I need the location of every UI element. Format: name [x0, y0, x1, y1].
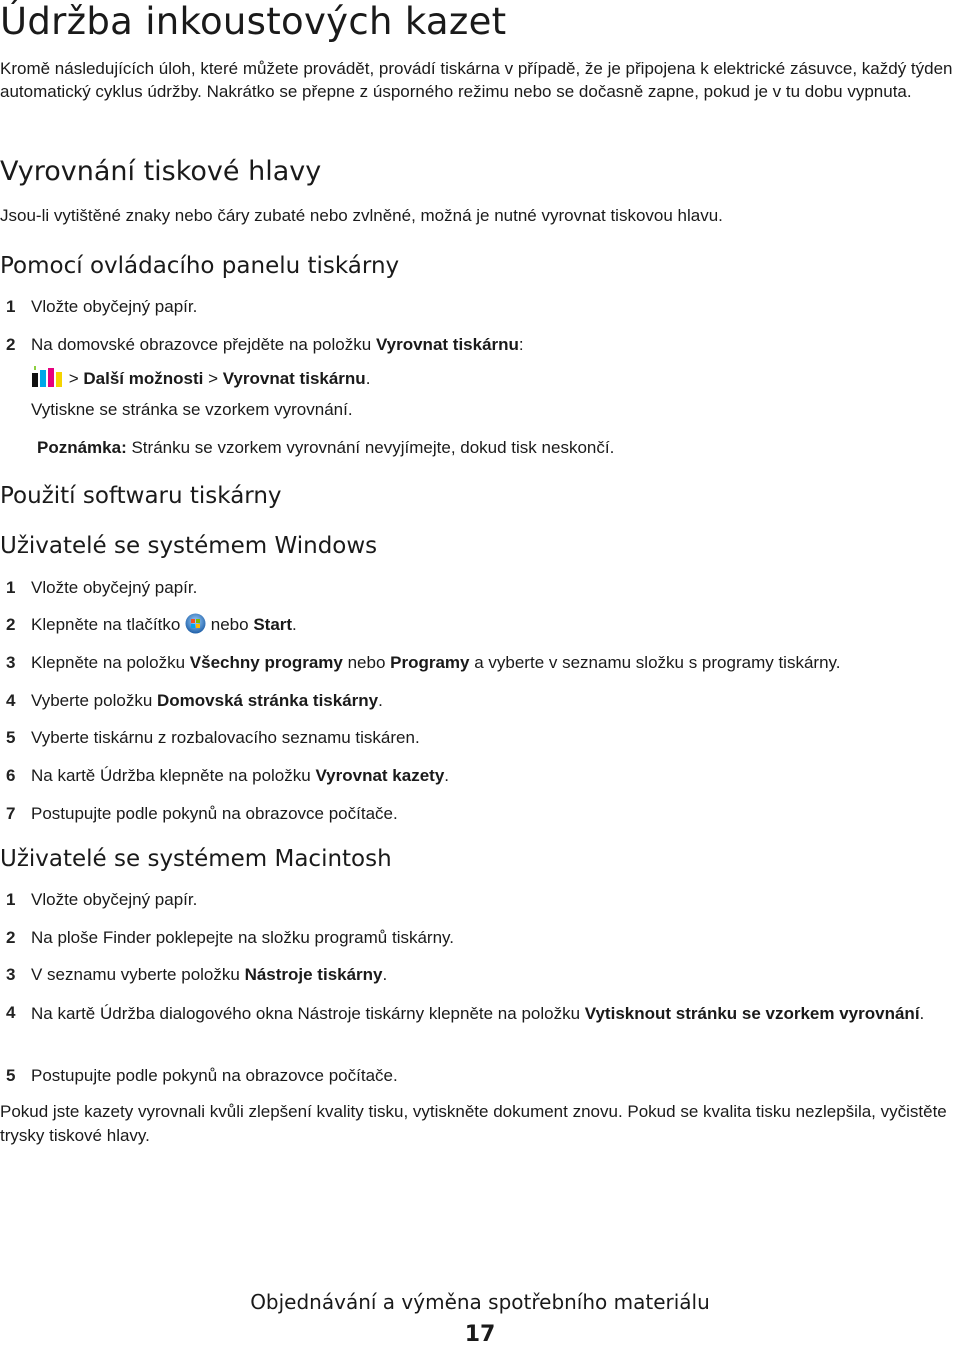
step-text: Na kartě Údržba klepněte na položku Vyrovnat kazety.	[31, 766, 450, 785]
step-number: 1	[6, 297, 16, 316]
section-heading-align: Vyrovnání tiskové hlavy	[0, 156, 322, 187]
align-description: Jsou-li vytištěné znaky nebo čáry zubaté nebo zvlněné, možná je nutné vyrovnat tiskovou hlavu.	[0, 206, 723, 225]
page-title: Údržba inkoustových kazet	[0, 0, 507, 43]
step-number: 2	[6, 615, 16, 634]
closing-paragraph: Pokud jste kazety vyrovnali kvůli zlepšení kvality tisku, vytiskněte dokument znovu. Pokud se kvalita tisku nezlepšila, vyčistěte trysky tiskové hlavy.	[0, 1102, 947, 1145]
more-options-label: Další možnosti	[83, 369, 204, 388]
step-text: Na kartě Údržba dialogového okna Nástroje tiskárny klepněte na položku Vytisknout stránku se vzorkem vyrovnání.	[31, 1004, 925, 1023]
align-printer-label: Vyrovnat tiskárnu	[375, 335, 519, 354]
step-number: 2	[6, 928, 16, 947]
list-item	[0, 802, 958, 825]
list-item	[0, 888, 958, 911]
page-number: 17	[464, 1322, 496, 1347]
list-item	[0, 926, 958, 949]
step-text: Vložte obyčejný papír.	[31, 297, 198, 316]
list-item	[0, 764, 958, 787]
note-label: Poznámka:	[37, 438, 127, 457]
list-item	[0, 333, 958, 356]
step-number: 1	[6, 890, 16, 909]
list-item	[0, 651, 958, 674]
ink-cartridges-icon	[31, 366, 64, 394]
list-item	[0, 613, 958, 636]
step-text: V seznamu vyberte položku Nástroje tiskárny.	[31, 965, 388, 984]
list-item	[0, 689, 958, 712]
step-text: Na domovské obrazovce přejděte na položku Vyrovnat tiskárnu:	[31, 335, 524, 354]
step-number: 3	[6, 653, 16, 672]
step-number: 2	[6, 335, 16, 354]
step-number: 5	[6, 728, 16, 747]
start-label: Start	[253, 615, 293, 634]
step-text: Na ploše Finder poklepejte na složku programů tiskárny.	[31, 928, 455, 947]
step-text: Vložte obyčejný papír.	[31, 578, 198, 597]
step-number: 1	[6, 578, 16, 597]
list-item	[0, 1001, 958, 1049]
footer-section-title: Objednávání a výměna spotřebního materiálu	[250, 1290, 710, 1314]
step-text: Vyberte položku Domovská stránka tiskárny.	[31, 691, 383, 710]
step-number: 5	[6, 1066, 16, 1085]
list-item	[0, 1064, 958, 1087]
subsection-heading-mac: Uživatelé se systémem Macintosh	[0, 846, 392, 872]
step-number: 6	[6, 766, 16, 785]
note-text: Stránku se vzorkem vyrovnání nevyjímejte, dokud tisk neskončí.	[126, 438, 615, 457]
list-item	[0, 576, 958, 599]
step-number: 4	[6, 1003, 16, 1022]
list-item	[0, 295, 958, 318]
menu-path: > Další možnosti > Vyrovnat tiskárnu.	[31, 366, 931, 390]
step-text: Vyberte tiskárnu z rozbalovacího seznamu tiskáren.	[31, 728, 420, 747]
step-text: Klepněte na tlačítko nebo Start.	[31, 613, 931, 640]
align-printer-path-label: Vyrovnat tiskárnu	[222, 369, 366, 388]
step-text: Vložte obyčejný papír.	[31, 890, 198, 909]
step-text: Postupujte podle pokynů na obrazovce počítače.	[31, 804, 398, 823]
list-item	[0, 963, 958, 986]
step-text: Klepněte na položku Všechny programy nebo Programy a vyberte v seznamu složku s programy tiskárny.	[31, 653, 841, 672]
step-text: Postupujte podle pokynů na obrazovce počítače.	[31, 1066, 398, 1085]
subsection-heading-control-panel: Pomocí ovládacího panelu tiskárny	[0, 253, 400, 279]
windows-start-icon	[185, 613, 206, 640]
subsection-heading-software: Použití softwaru tiskárny	[0, 483, 282, 509]
step-number: 3	[6, 965, 16, 984]
step-number: 4	[6, 691, 16, 710]
list-item	[0, 726, 958, 749]
step-number: 7	[6, 804, 16, 823]
subsection-heading-windows: Uživatelé se systémem Windows	[0, 533, 378, 559]
note	[37, 436, 937, 459]
intro-paragraph: Kromě následujících úloh, které můžete provádět, provádí tiskárna v případě, že je připojena k elektrické zásuvce, každý týden automatický cyklus údržby. Nakrátko se přepne z úsporného režimu nebo se dočasně zapne, pokud je v tu dobu vypnuta.	[0, 59, 953, 101]
result-text: Vytiskne se stránka se vzorkem vyrovnání.	[31, 400, 353, 419]
